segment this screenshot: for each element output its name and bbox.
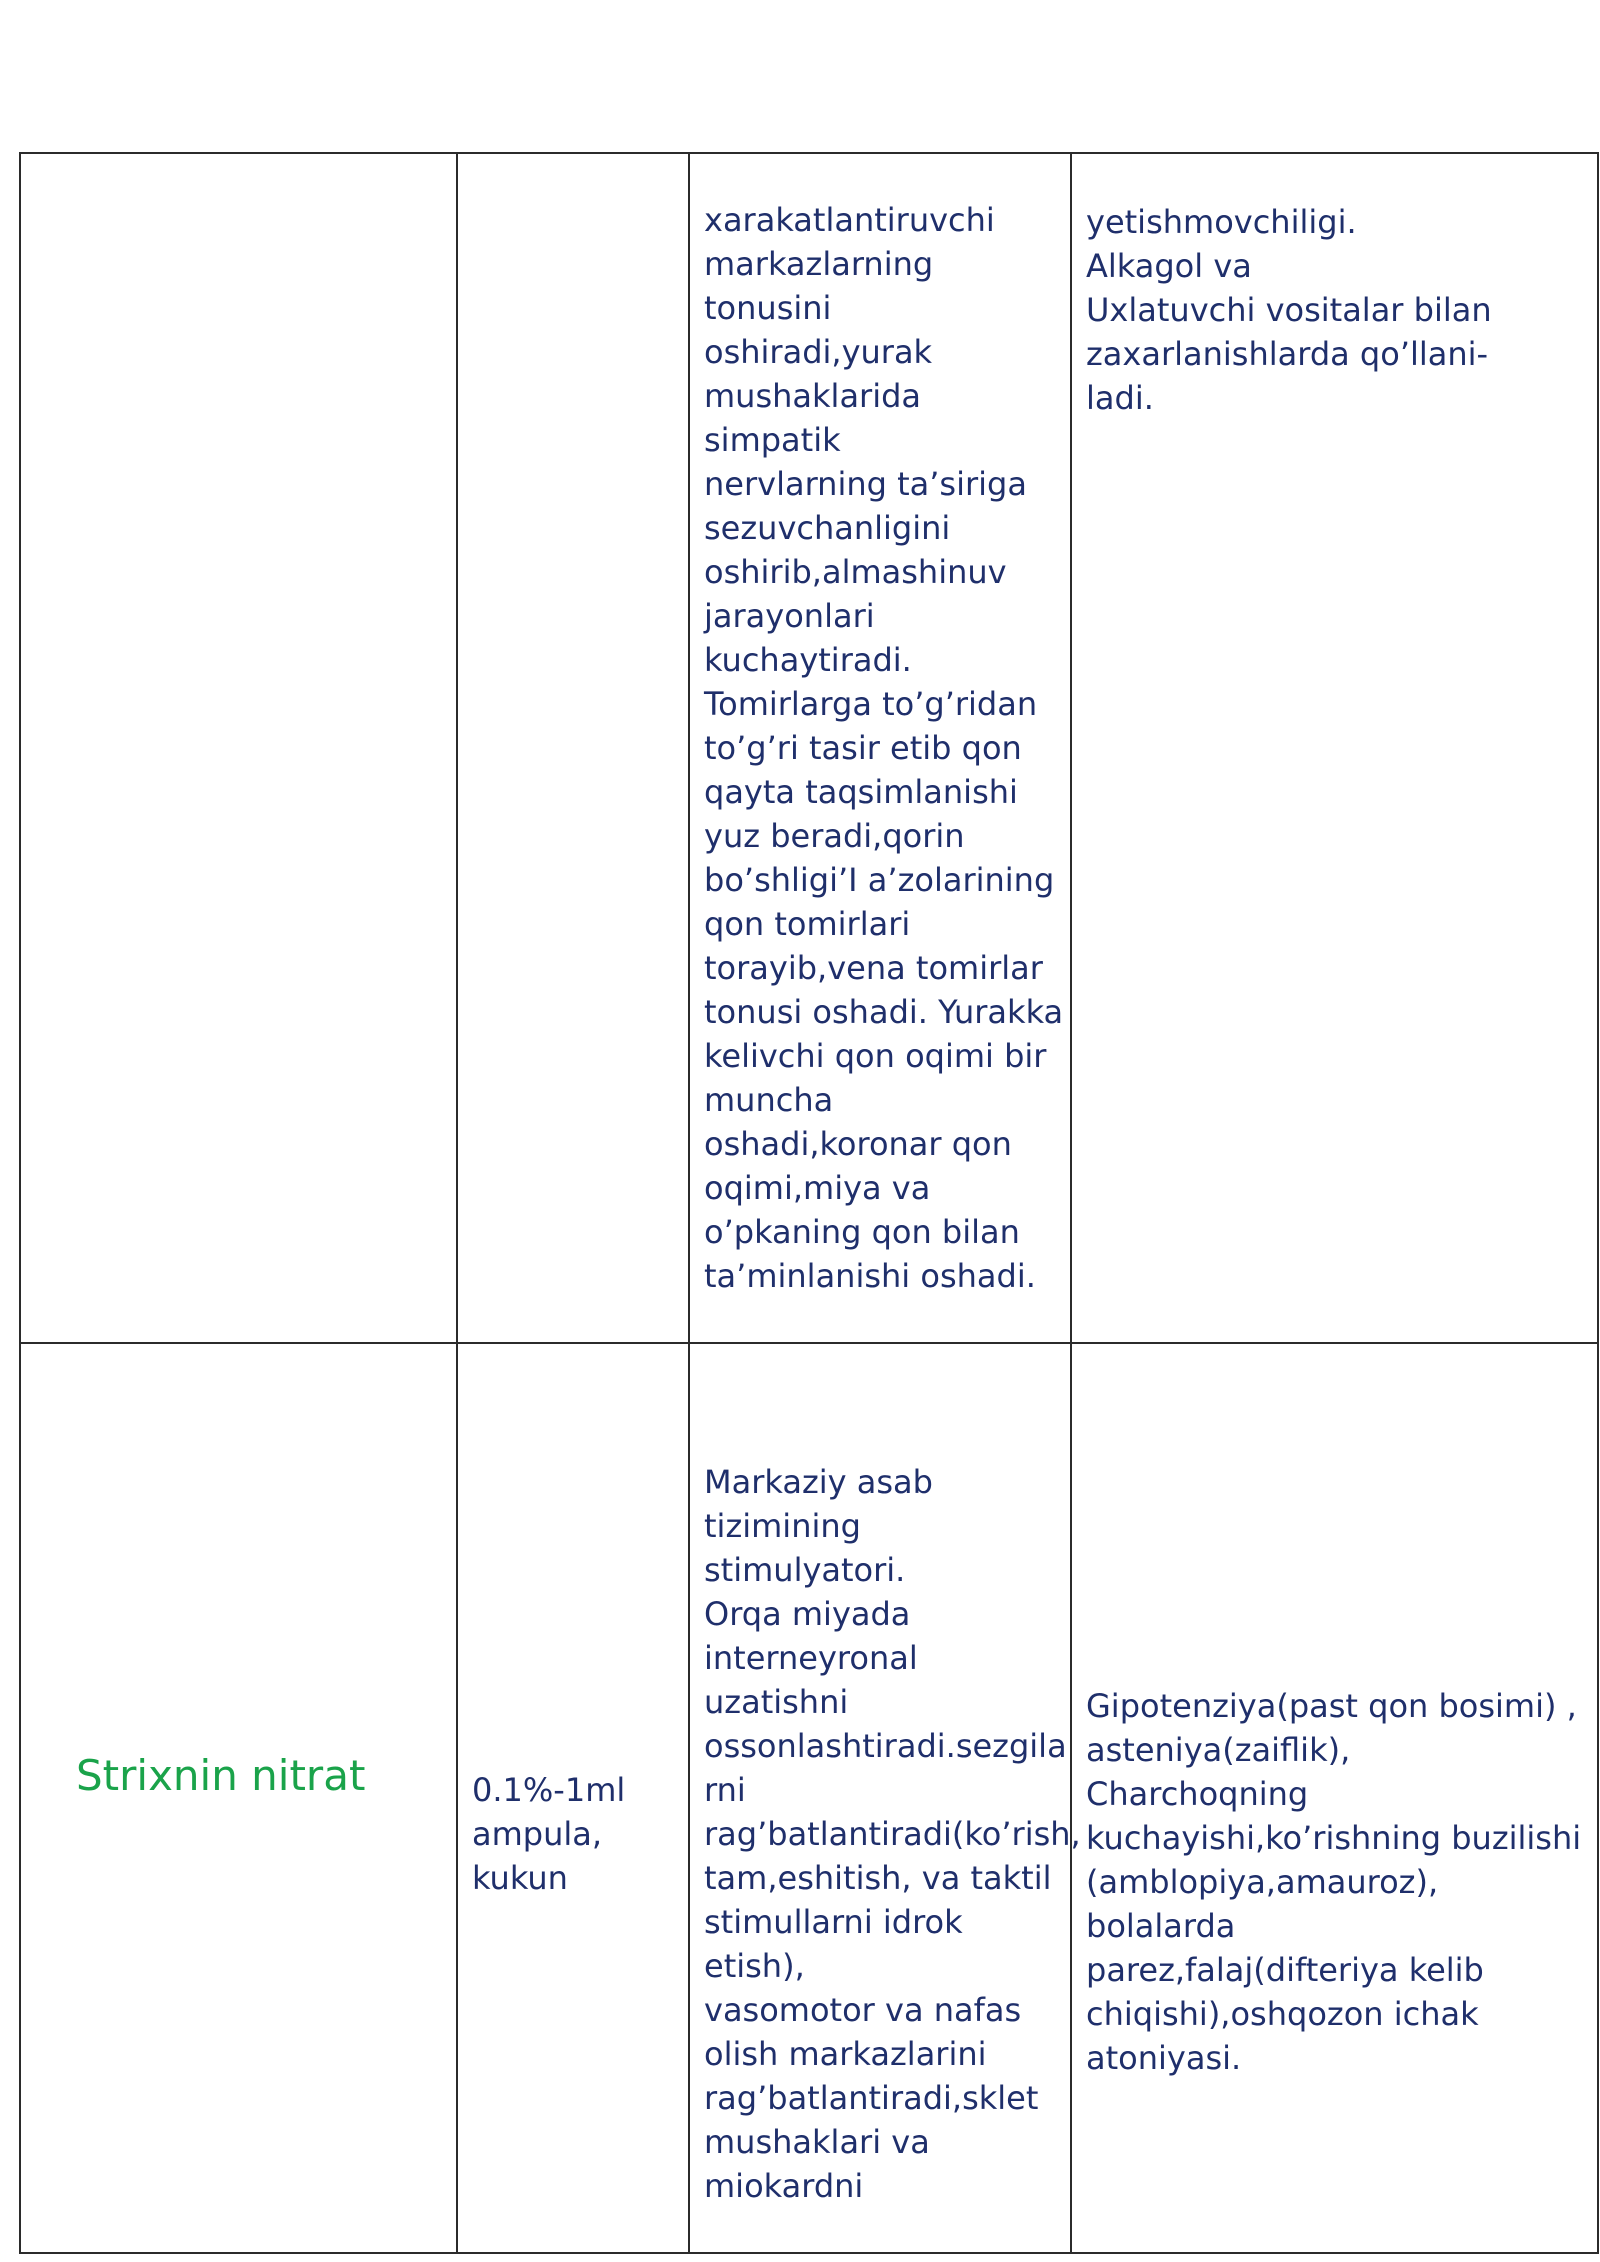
- table-cell-name: [20, 1343, 457, 2253]
- table-cell-action: [689, 1343, 1081, 2253]
- cell-text: Markaziy asab tizimining stimulyatori. Orqa miyada interneyronal uzatishni ossonlashtiradi.sezgila rni rag’batlantiradi(ko’rish, tam,eshitish, va taktil stimullarni idrok etish), vasomotor va nafas olish markazlarini rag’batlantiradi,sklet mushaklari va miokardni: [704, 1463, 1081, 2205]
- table-cell-action: [689, 153, 1071, 1343]
- drug-table: [19, 152, 1599, 2254]
- table-row: [20, 153, 1598, 1343]
- drug-name: Strixnin nitrat: [76, 1751, 366, 1800]
- cell-text: xarakatlantiruvchi markazlarning tonusini oshiradi,yurak mushaklarida simpatik nervlarning ta’siriga sezuvchanligini oshirib,almashinuv jarayonlari kuchaytiradi. Tomirlarga to’g’ridan to’g’ri tasir etib qon qayta taqsimlanishi yuz beradi,qorin bo’shligi’I a’zolarining qon tomirlari torayib,vena tomirlar tonusi oshadi. Yurakka kelivchi qon oqimi bir muncha oshadi,koronar qon oqimi,miya va o’pkaning qon bilan ta’minlanishi oshadi.: [704, 201, 1064, 1295]
- table-cell-form: [457, 1343, 689, 2253]
- table-cell-indications: [1071, 153, 1598, 1343]
- table-cell-indications: [1071, 1343, 1598, 2253]
- cell-text: yetishmovchiligi. Alkagol va Uxlatuvchi vositalar bilan zaxarlanishlarda qo’llani- ladi.: [1086, 203, 1492, 417]
- table-cell-name: [20, 153, 457, 1343]
- cell-text: 0.1%-1ml ampula, kukun: [472, 1771, 626, 1897]
- cell-text: Gipotenziya(past qon bosimi) , asteniya(zaiflik), Charchoqning kuchayishi,ko’rishning buzilishi (amblopiya,amauroz), bolalarda parez,falaj(difteriya kelib chiqishi),oshqozon ichak atoniyasi.: [1086, 1687, 1582, 2077]
- table-cell-form: [457, 153, 689, 1343]
- table-row: [20, 1343, 1598, 2253]
